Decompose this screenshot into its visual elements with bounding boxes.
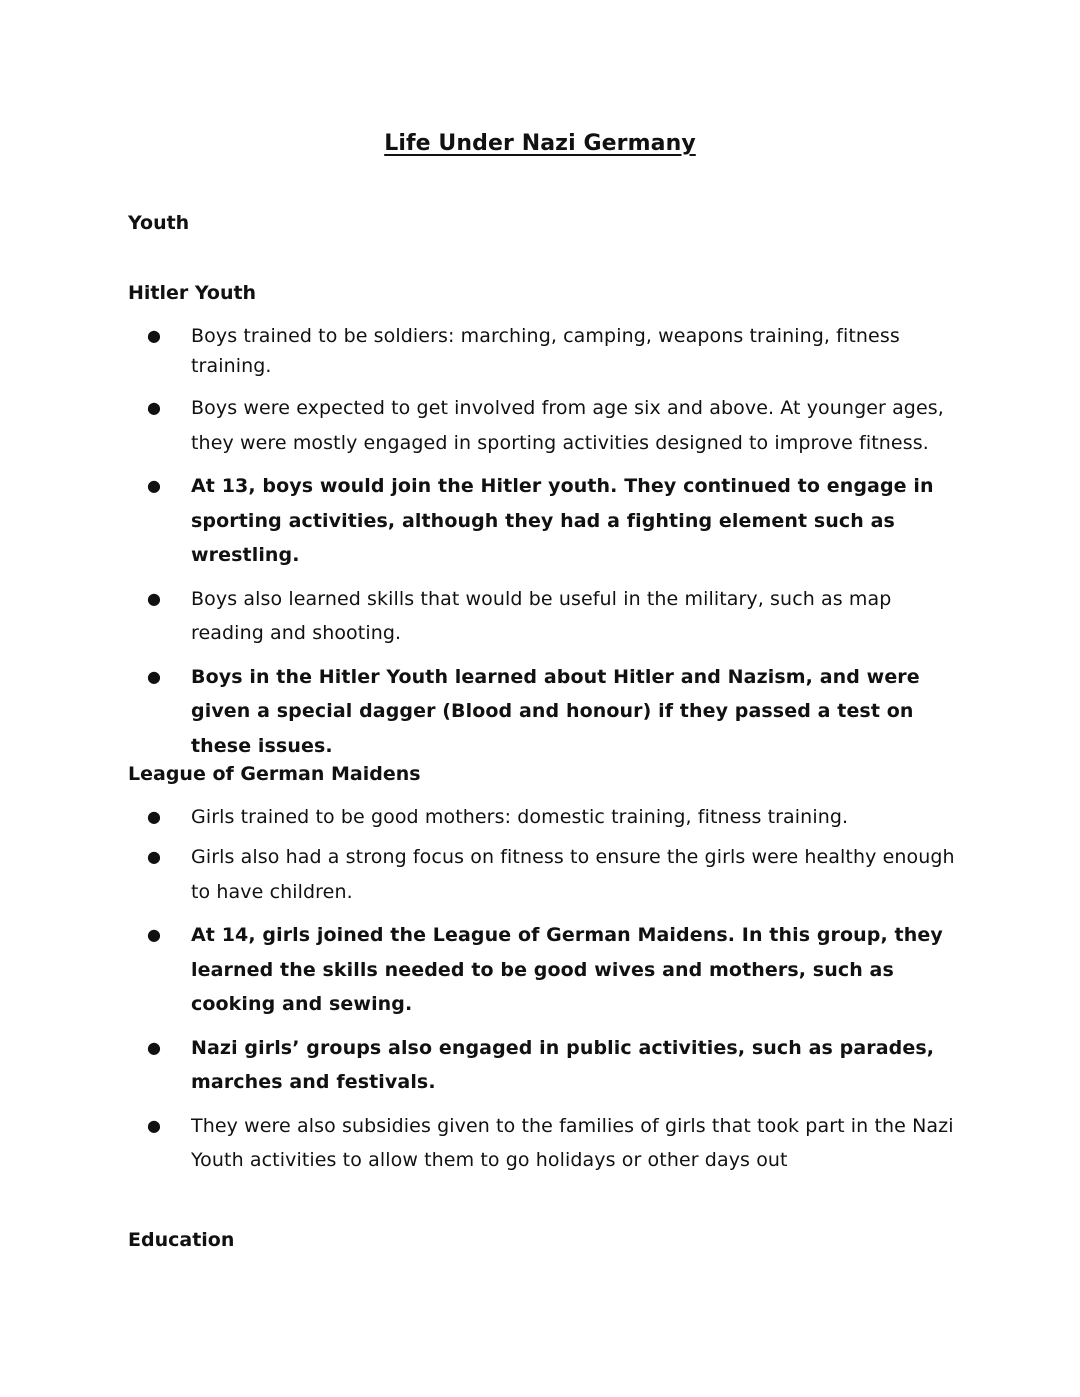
list-item — [0, 391, 1080, 460]
bullet-icon: ● — [147, 398, 162, 417]
bullet-icon: ● — [147, 925, 162, 944]
list-item — [0, 802, 1080, 832]
list-item-text: Girls trained to be good mothers: domestic training, fitness training. — [191, 806, 849, 828]
list-item-text: Boys also learned skills that would be useful in the military, such as map reading and shooting. — [191, 587, 892, 644]
list-item — [0, 1031, 1080, 1100]
bullet-icon: ● — [147, 1115, 162, 1135]
list-item — [0, 660, 1080, 764]
list-item-text: They were also subsidies given to the families of girls that took part in the Nazi Youth activities to allow them to go holidays or other days out — [191, 1114, 954, 1171]
list-item — [0, 469, 1080, 573]
subheading-league-of-german-maidens: League of German Maidens — [128, 763, 421, 785]
list-item-text: Girls also had a strong focus on fitness to ensure the girls were healthy enough to have children. — [191, 846, 955, 903]
list-item-text: Boys were expected to get involved from age six and above. At younger ages, they were mostly engaged in sporting activities designed to improve fitness. — [191, 397, 944, 454]
league-list — [0, 802, 1080, 1178]
page-title: Life Under Nazi Germany — [384, 131, 696, 156]
list-item-text: At 14, girls joined the League of German Maidens. In this group, they learned the skills needed to be good wives and mothers, such as cooking and sewing. — [191, 924, 943, 1015]
bullet-icon: ● — [147, 588, 162, 608]
section-heading-youth: Youth — [128, 212, 190, 234]
list-item — [0, 582, 1080, 651]
list-item-text: At 13, boys would join the Hitler youth. They continued to engage in sporting activities, although they had a fighting element such as wrestling. — [191, 475, 934, 566]
section-heading-education: Education — [128, 1229, 235, 1251]
bullet-icon: ● — [147, 476, 162, 495]
bullet-icon: ● — [147, 847, 162, 866]
list-item — [0, 321, 1080, 381]
list-item-text: Boys trained to be soldiers: marching, camping, weapons training, fitness training. — [191, 325, 900, 377]
subheading-hitler-youth: Hitler Youth — [128, 282, 257, 304]
list-item-text: Nazi girls’ groups also engaged in public activities, such as parades, marches and festivals. — [191, 1036, 935, 1093]
list-item — [0, 1109, 1080, 1178]
bullet-icon: ● — [147, 326, 162, 345]
bullet-icon: ● — [147, 1037, 162, 1057]
bullet-icon: ● — [147, 807, 162, 826]
bullet-icon: ● — [147, 666, 162, 686]
list-item — [0, 840, 1080, 909]
list-item-text: Boys in the Hitler Youth learned about Hitler and Nazism, and were given a special dagger (Blood and honour) if they passed a test on these issues. — [191, 665, 920, 757]
hitler-youth-list — [0, 321, 1080, 763]
list-item — [0, 918, 1080, 1022]
